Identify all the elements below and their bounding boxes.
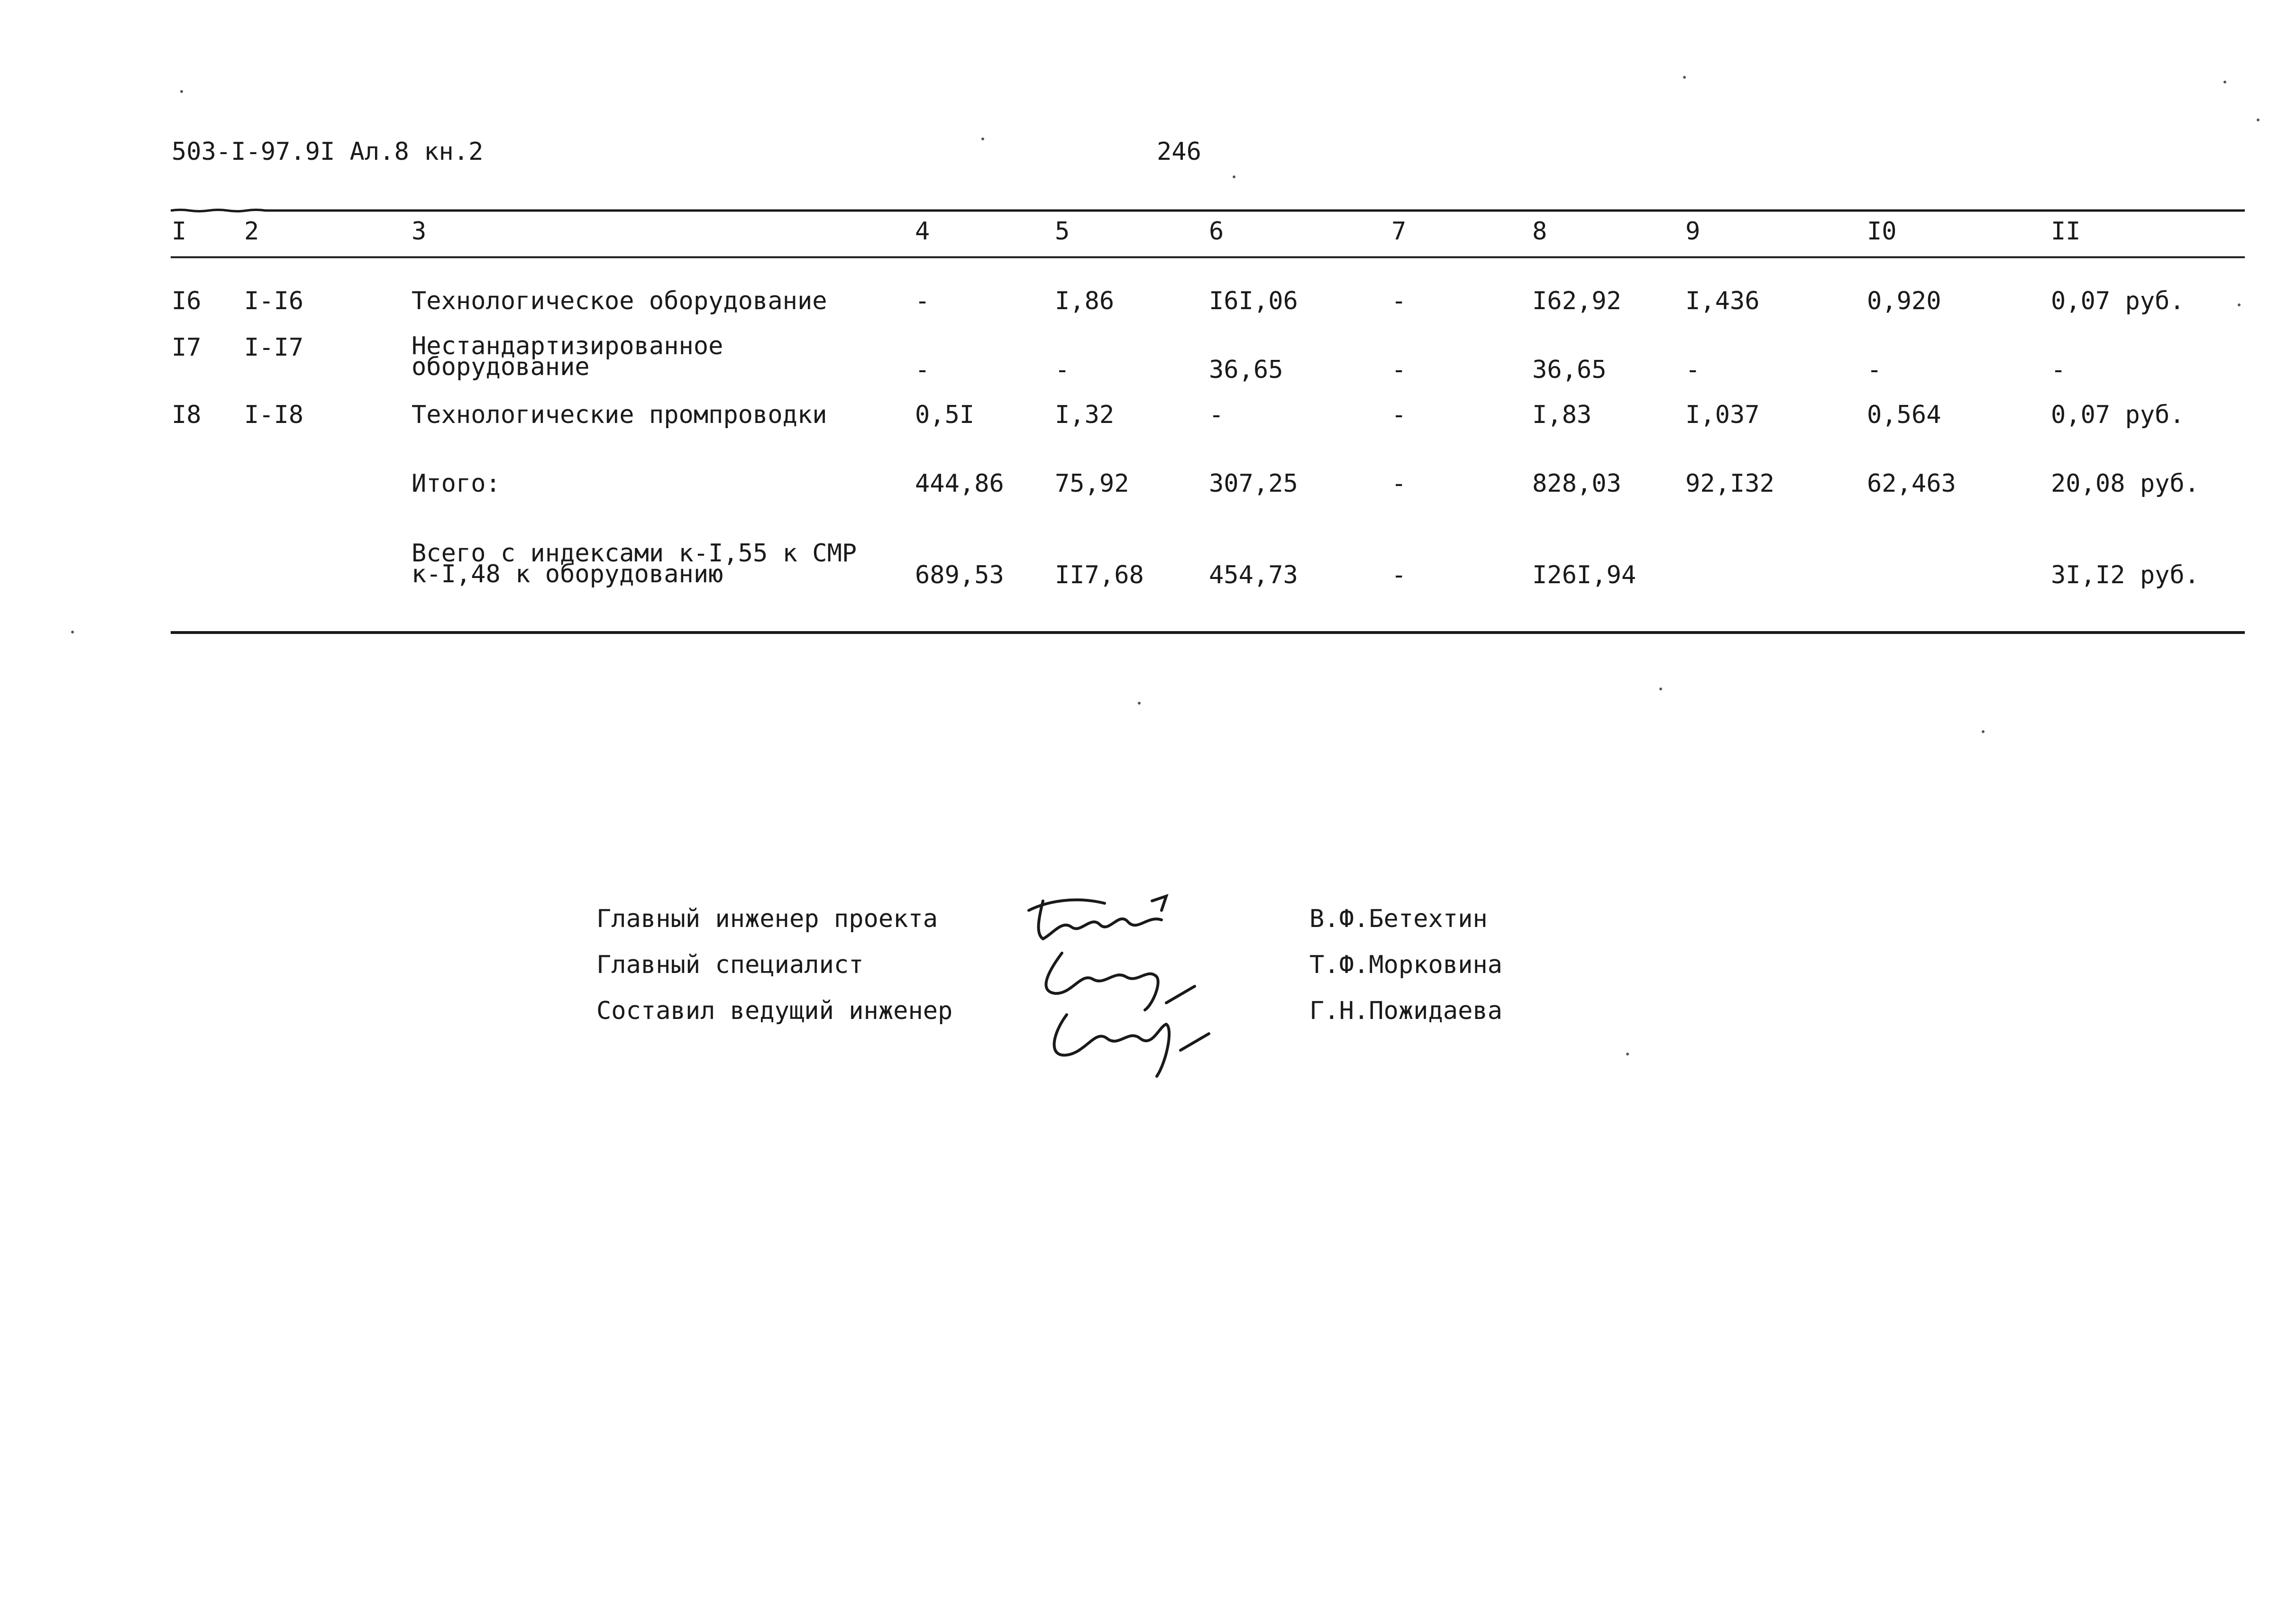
row-number: I7 <box>172 333 201 362</box>
scan-speck <box>1982 730 1985 733</box>
total-col4: 444,86 <box>915 469 1004 498</box>
scan-speck <box>2238 303 2241 306</box>
signatory-name: Г.Н.Пожидаева <box>1309 997 1502 1025</box>
scan-speck <box>981 138 984 140</box>
column-header: II <box>2051 217 2081 246</box>
column-header: 7 <box>1391 217 1407 246</box>
cell-col9: I,436 <box>1685 287 1760 315</box>
cell-col5: - <box>1055 356 1070 384</box>
grand-total-col8: I26I,94 <box>1532 561 1637 589</box>
cell-col4: 0,5I <box>915 401 975 429</box>
scan-speck <box>1233 175 1235 178</box>
row-code: I-I7 <box>244 333 304 362</box>
cell-col10: 0,564 <box>1867 401 1941 429</box>
scan-speck <box>1683 76 1686 79</box>
column-header: 8 <box>1532 217 1547 246</box>
row-description-line1: Нестандартизированное <box>412 332 723 360</box>
cell-col9: I,037 <box>1685 401 1760 429</box>
scan-speck <box>2223 81 2226 83</box>
row-code: I-I6 <box>244 287 304 315</box>
total-col11: 20,08 руб. <box>2051 469 2200 498</box>
signature-scribble <box>1046 953 1195 1010</box>
cell-col6: - <box>1209 401 1224 429</box>
row-description: Технологическое оборудование <box>412 287 827 315</box>
cell-col8: I62,92 <box>1532 287 1621 315</box>
row-code: I-I8 <box>244 401 304 429</box>
total-col7: - <box>1391 469 1407 498</box>
table-bottom-rule <box>171 631 2245 634</box>
row-number: I8 <box>172 401 201 429</box>
cell-col4: - <box>915 356 930 384</box>
signature-scribble <box>1029 896 1166 939</box>
cell-col10: 0,920 <box>1867 287 1941 315</box>
cell-col5: I,86 <box>1055 287 1115 315</box>
cell-col11: 0,07 руб. <box>2051 401 2185 429</box>
total-label: Итого: <box>412 469 501 498</box>
cell-col6: 36,65 <box>1209 356 1283 384</box>
cell-col11: 0,07 руб. <box>2051 287 2185 315</box>
column-header: 3 <box>412 217 427 246</box>
cell-col11: - <box>2051 356 2066 384</box>
cell-col4: - <box>915 287 930 315</box>
grand-total-col5: II7,68 <box>1055 561 1144 589</box>
handwritten-signatures <box>1010 882 1304 1081</box>
signatory-role: Составил ведущий инженер <box>596 997 953 1025</box>
grand-total-col6: 454,73 <box>1209 561 1298 589</box>
total-col10: 62,463 <box>1867 469 1956 498</box>
cell-col8: I,83 <box>1532 401 1592 429</box>
signatory-name: В.Ф.Бетехтин <box>1309 905 1488 933</box>
total-col8: 828,03 <box>1532 469 1621 498</box>
row-description: Технологические промпроводки <box>412 401 827 429</box>
total-col5: 75,92 <box>1055 469 1129 498</box>
signatory-role: Главный инженер проекта <box>596 905 938 933</box>
scan-speck <box>180 90 183 93</box>
table-top-rule <box>171 209 2245 212</box>
column-header: 9 <box>1685 217 1701 246</box>
page-number: 246 <box>1157 138 1201 166</box>
cell-col8: 36,65 <box>1532 356 1607 384</box>
total-col9: 92,I32 <box>1685 469 1775 498</box>
column-header: 5 <box>1055 217 1070 246</box>
signatory-name: Т.Ф.Морковина <box>1309 951 1502 979</box>
scan-speck <box>1659 688 1662 690</box>
column-header: 6 <box>1209 217 1224 246</box>
column-header: I0 <box>1867 217 1897 246</box>
cell-col7: - <box>1391 401 1407 429</box>
grand-total-col7: - <box>1391 561 1407 589</box>
grand-total-col4: 689,53 <box>915 561 1004 589</box>
row-number: I6 <box>172 287 201 315</box>
signature-scribble <box>1054 1015 1209 1076</box>
total-col6: 307,25 <box>1209 469 1298 498</box>
grand-total-col11: 3I,I2 руб. <box>2051 561 2200 589</box>
column-header: 2 <box>244 217 259 246</box>
scan-speck <box>71 631 74 633</box>
column-header: I <box>172 217 187 246</box>
cell-col6: I6I,06 <box>1209 287 1298 315</box>
document-code: 503-I-97.9I Ал.8 кн.2 <box>172 138 484 166</box>
cell-col7: - <box>1391 356 1407 384</box>
cell-col7: - <box>1391 287 1407 315</box>
cell-col10: - <box>1867 356 1882 384</box>
column-header: 4 <box>915 217 930 246</box>
scan-speck <box>1626 1053 1629 1055</box>
grand-total-label-line2: к-I,48 к оборудованию <box>412 560 723 588</box>
grand-total-label-line1: Всего с индексами к-I,55 к СМР <box>412 539 857 568</box>
cell-col9: - <box>1685 356 1701 384</box>
signatory-role: Главный специалист <box>596 951 864 979</box>
scan-speck <box>1138 702 1141 705</box>
cell-col5: I,32 <box>1055 401 1115 429</box>
table-header-rule <box>171 256 2245 258</box>
scan-speck <box>2257 119 2259 121</box>
row-description-line2: оборудование <box>412 353 590 381</box>
